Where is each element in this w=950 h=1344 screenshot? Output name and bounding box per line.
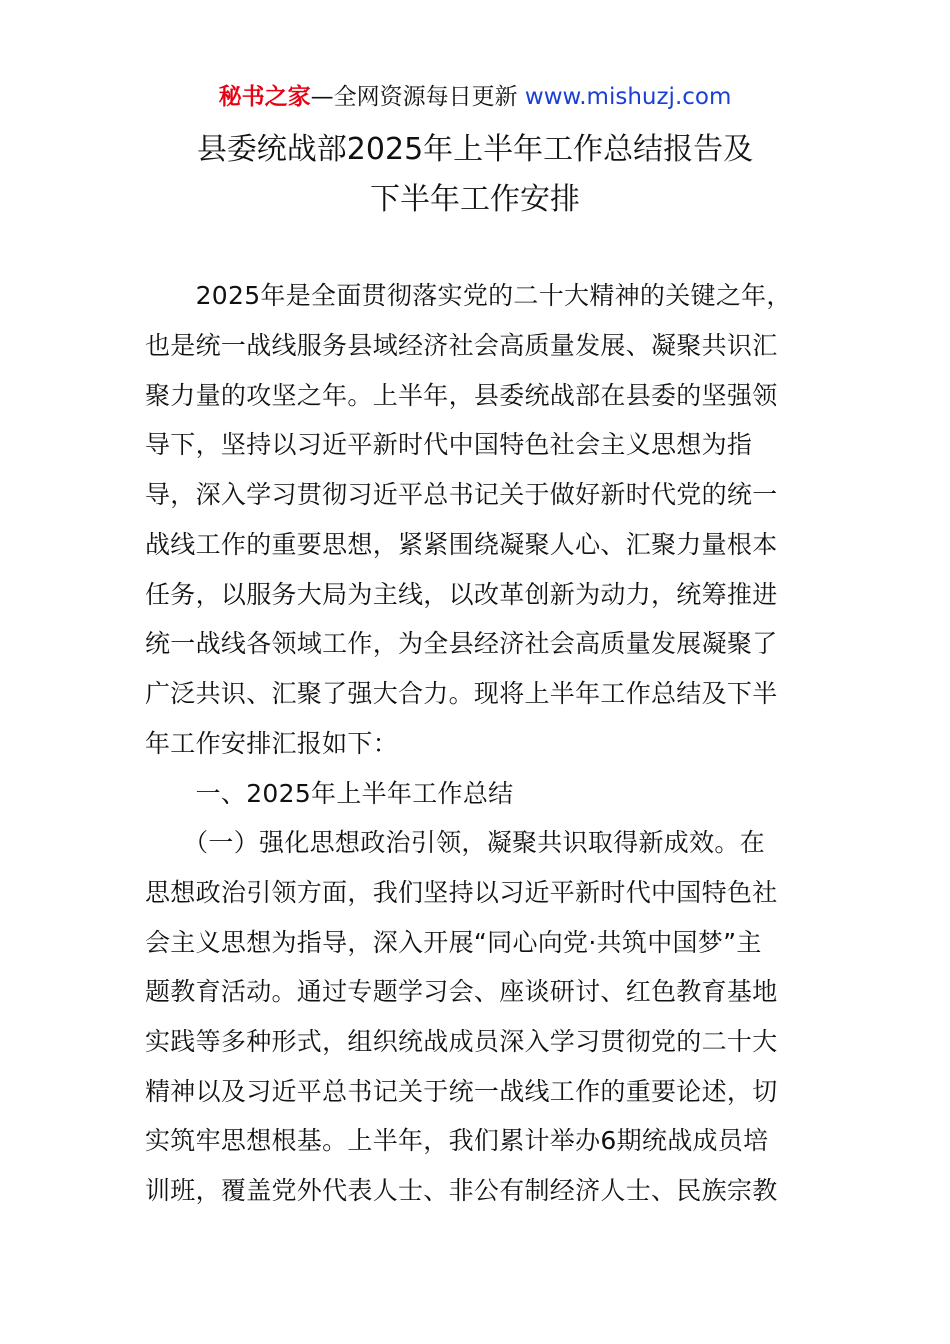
body-line: 战线工作的重要思想，紧紧围绕凝聚人心、汇聚力量根本 xyxy=(145,530,778,559)
body-line: 广泛共识、汇聚了强大合力。现将上半年工作总结及下半 xyxy=(145,679,778,708)
body-line: 精神以及习近平总书记关于统一战线工作的重要论述，切 xyxy=(145,1077,778,1106)
body-line: 2025年是全面贯彻落实党的二十大精神的关键之年， xyxy=(145,281,792,310)
body-line: 会主义思想为指导，深入开展“同心向党·共筑中国梦”主 xyxy=(145,928,762,957)
site-banner xyxy=(0,82,950,112)
site-url-link[interactable]: www.mishuzj.com xyxy=(524,84,732,110)
body-line: 导，深入学习贯彻习近平总书记关于做好新时代党的统一 xyxy=(145,480,778,509)
body-line: 年工作安排汇报如下： xyxy=(145,729,399,758)
body-line: 训班，覆盖党外代表人士、非公有制经济人士、民族宗教 xyxy=(145,1176,778,1205)
section-heading: 一、2025年上半年工作总结 xyxy=(145,779,514,808)
banner-slogan: —全网资源每日更新 xyxy=(310,84,525,110)
body-line: 任务，以服务大局为主线，以改革创新为动力，统筹推进 xyxy=(145,580,778,609)
document-title-line-2: 下半年工作安排 xyxy=(370,182,580,217)
body-line: 也是统一战线服务县域经济社会高质量发展、凝聚共识汇 xyxy=(145,331,778,360)
body-line: 统一战线各领域工作，为全县经济社会高质量发展凝聚了 xyxy=(145,629,778,658)
body-line: 思想政治引领方面，我们坚持以习近平新时代中国特色社 xyxy=(145,878,778,907)
body-line: 实践等多种形式，组织统战成员深入学习贯彻党的二十大 xyxy=(145,1027,778,1056)
body-line: 实筑牢思想根基。上半年，我们累计举办6期统战成员培 xyxy=(145,1126,769,1155)
body-line: 题教育活动。通过专题学习会、座谈研讨、红色教育基地 xyxy=(145,977,778,1006)
brand-name: 秘书之家 xyxy=(218,84,311,110)
body-line: 聚力量的攻坚之年。上半年，县委统战部在县委的坚强领 xyxy=(145,381,778,410)
body-line: 导下，坚持以习近平新时代中国特色社会主义思想为指 xyxy=(145,430,753,459)
document-title-line-1: 县委统战部2025年上半年工作总结报告及 xyxy=(196,132,754,167)
subsection-heading: （一）强化思想政治引领，凝聚共识取得新成效。在 xyxy=(145,828,766,857)
